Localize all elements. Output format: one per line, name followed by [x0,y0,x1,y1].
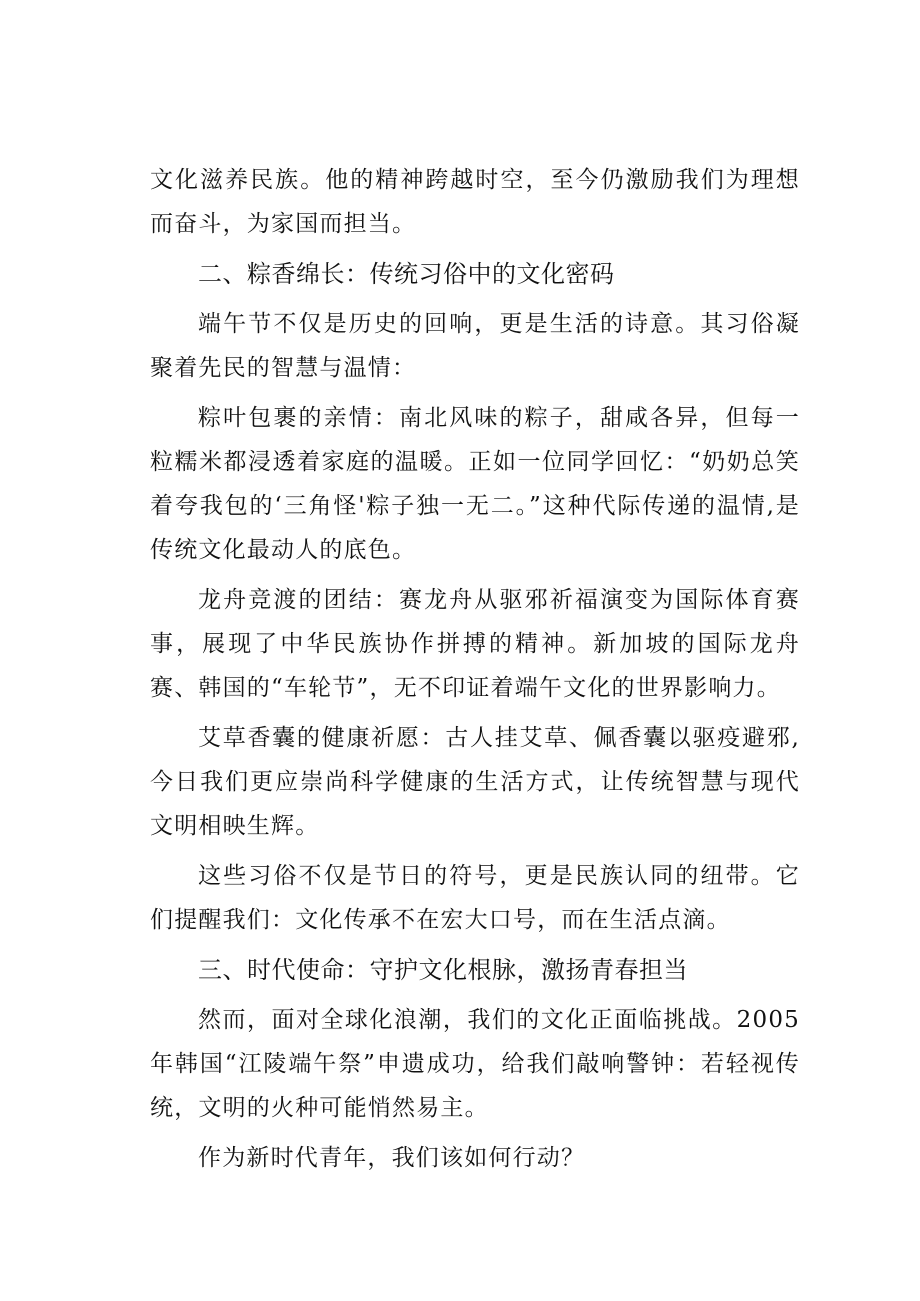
paragraph-challenge: 然而，面对全球化浪潮，我们的文化正面临挑战。2005年韩国“江陵端午祭”申遗成功，给我们敲响警钟：若轻视传统，文明的火种可能悄然易主。 [150,1007,800,1121]
paragraph-mugwort-sachet: 艾草香囊的健康祈愿：古人挂艾草、佩香囊以驱疫避邪,今日我们更应崇尚科学健康的生活方式，让传统智慧与现代文明相映生辉。 [150,725,800,839]
section-heading-3: 三、时代使命：守护文化根脉，激扬青春担当 [198,956,688,984]
paragraph-question: 作为新时代青年，我们该如何行动？ [198,1145,586,1171]
paragraph-continuation: 文化滋养民族。他的精神跨越时空，至今仍激励我们为理想而奋斗，为家国而担当。 [150,167,800,237]
paragraph-intro-customs: 端午节不仅是历史的回响，更是生活的诗意。其习俗凝聚着先民的智慧与温情： [150,311,800,381]
paragraph-customs-summary: 这些习俗不仅是节日的符号，更是民族认同的纽带。它们提醒我们：文化传承不在宏大口号，而在生活点滴。 [150,863,800,933]
paragraph-zongzi: 粽叶包裹的亲情：南北风味的粽子，甜咸各异，但每一粒糯米都浸透着家庭的温暖。正如一位同学回忆：“奶奶总笑着夸我包的‘三角怪'粽子独一无二。”这种代际传递的温情,是传统文化最动人的底色。 [150,405,800,563]
document-page [150,158,800,1186]
section-heading-2: 二、粽香绵长：传统习俗中的文化密码 [198,260,615,288]
paragraph-dragon-boat: 龙舟竞渡的团结：赛龙舟从驱邪祈福演变为国际体育赛事，展现了中华民族协作拼搏的精神。新加坡的国际龙舟赛、韩国的“车轮节”，无不印证着端午文化的世界影响力。 [150,587,800,701]
